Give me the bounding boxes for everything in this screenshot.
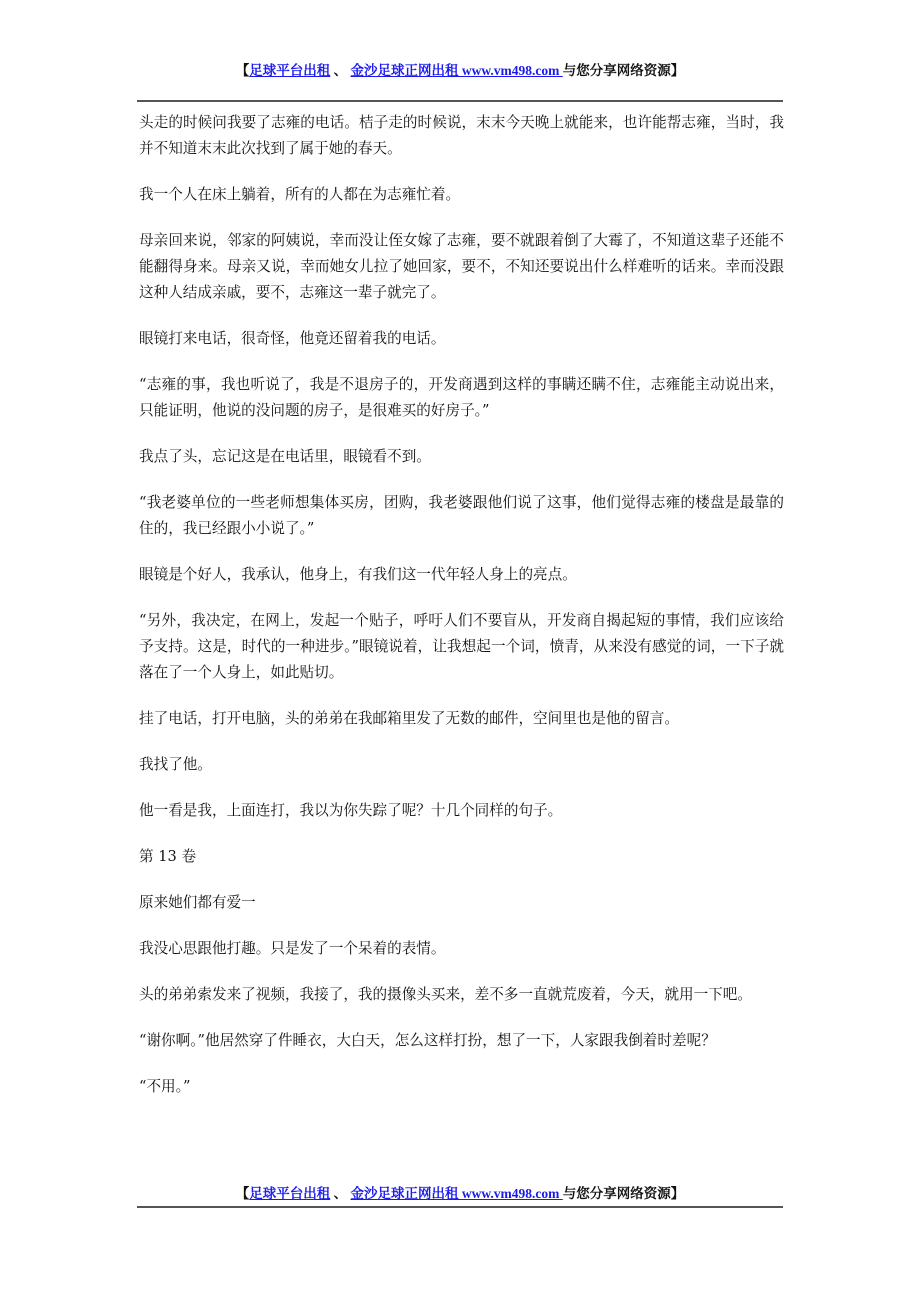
paragraph: 我点了头，忘记这是在电话里，眼镜看不到。 [139, 448, 431, 465]
header-bracket-close: 】 [670, 63, 685, 78]
page-footer [137, 1185, 783, 1203]
paragraph: 挂了电话，打开电脑，头的弟弟在我邮箱里发了无数的邮件，空间里也是他的留言。 [139, 710, 679, 727]
footer-divider [137, 1206, 783, 1208]
document-body [139, 110, 784, 1100]
paragraph: “不用。” [139, 1078, 191, 1095]
header-separator: 、 [330, 63, 351, 78]
paragraph: 头走的时候问我要了志雍的电话。桔子走的时候说，末末今天晚上就能来，也许能帮志雍，当时，我并不知道末末此次找到了属于她的春天。 [139, 114, 784, 157]
footer-bracket-close: 】 [670, 1186, 685, 1201]
paragraph: “另外，我决定，在网上，发起一个贴子，呼吁人们不要盲从，开发商自揭起短的事情，我们应该给予支持。这是，时代的一种进步。”眼镜说着，让我想起一个词，愤青，从来没有感觉的词，一下子就落在了一个人身上，如此贴切。 [139, 612, 784, 681]
paragraph: 他一看是我，上面连打，我以为你失踪了呢？十几个同样的句子。 [139, 802, 563, 819]
section-title: 原来她们都有爱一 [139, 894, 256, 911]
paragraph: 头的弟弟索发来了视频，我接了，我的摄像头买来，差不多一直就荒废着，今天，就用一下吧。 [139, 986, 752, 1003]
paragraph: “我老婆单位的一些老师想集体买房，团购，我老婆跟他们说了这事，他们觉得志雍的楼盘是最靠的住的，我已经跟小小说了。” [139, 494, 784, 537]
paragraph: “志雍的事，我也听说了，我是不退房子的，开发商遇到这样的事瞒还瞒不住，志雍能主动说出来，只能证明，他说的没问题的房子，是很难买的好房子。” [139, 376, 784, 419]
paragraph: 我没心思跟他打趣。只是发了一个呆着的表情。 [139, 940, 446, 957]
chapter-heading: 第 13 卷 [139, 848, 197, 865]
header-link-jinsha-site[interactable]: 金沙足球正网出租 www.vm498.com [350, 63, 563, 78]
paragraph: 眼镜打来电话，很奇怪，他竟还留着我的电话。 [139, 330, 446, 347]
header-link-football-platform[interactable]: 足球平台出租 [249, 63, 331, 78]
page-header [137, 62, 783, 80]
footer-bracket-open: 【 [235, 1186, 250, 1201]
footer-link-football-platform[interactable]: 足球平台出租 [249, 1186, 331, 1201]
footer-tagline: 与您分享网络资源 [562, 1186, 671, 1201]
paragraph: 眼镜是个好人，我承认，他身上，有我们这一代年轻人身上的亮点。 [139, 566, 577, 583]
paragraph: 我找了他。 [139, 756, 212, 773]
paragraph: 我一个人在床上躺着，所有的人都在为志雍忙着。 [139, 186, 461, 203]
footer-link-jinsha-site[interactable]: 金沙足球正网出租 www.vm498.com [350, 1186, 563, 1201]
header-bracket-open: 【 [235, 63, 250, 78]
paragraph: “谢你啊。”他居然穿了件睡衣，大白天，怎么这样打扮，想了一下，人家跟我倒着时差呢？ [139, 1032, 716, 1049]
paragraph: 母亲回来说，邻家的阿姨说，幸而没让侄女嫁了志雍，要不就跟着倒了大霉了，不知道这辈子还能不能翻得身来。母亲又说，幸而她女儿拉了她回家，要不，不知还要说出什么样难听的话来。幸而没跟这种人结成亲戚，要不，志雍这一辈子就完了。 [139, 232, 784, 301]
footer-separator: 、 [330, 1186, 351, 1201]
header-tagline: 与您分享网络资源 [562, 63, 671, 78]
header-divider [137, 100, 783, 102]
